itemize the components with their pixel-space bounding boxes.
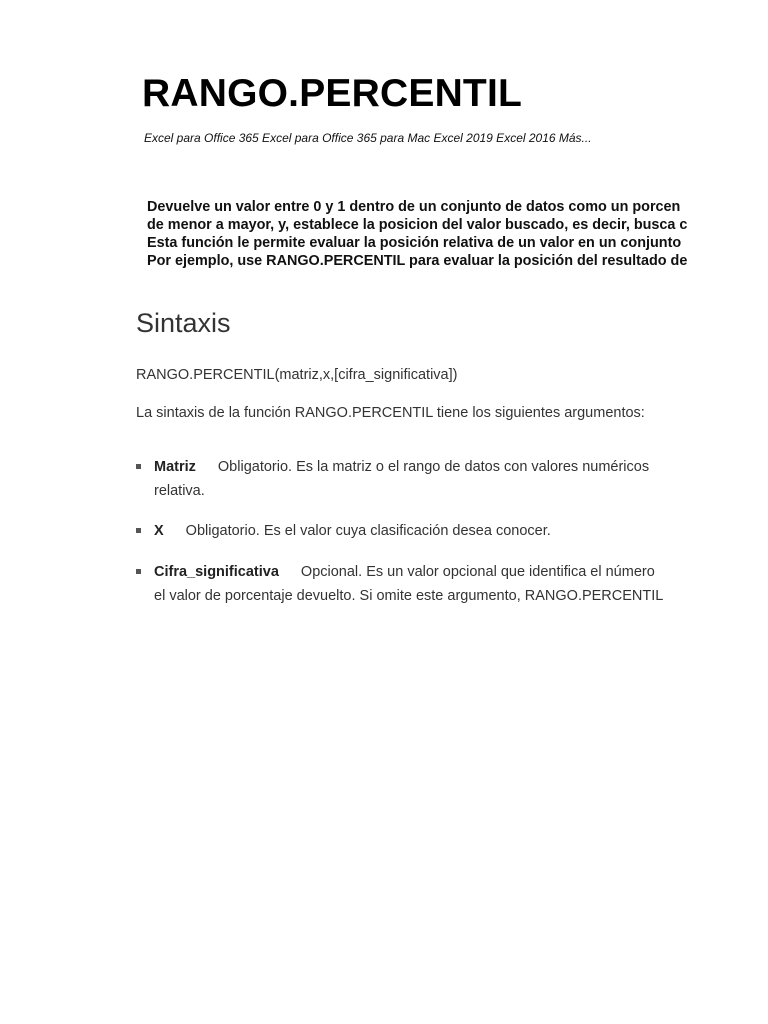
- argument-row-continuation: el valor de porcentaje devuelto. Si omite este argumento, RANGO.PERCENTIL: [154, 588, 664, 604]
- description-line: de menor a mayor, y, establece la posicion del valor buscado, es decir, busca c: [147, 217, 688, 233]
- argument-item-x: [136, 519, 698, 543]
- syntax-signature: RANGO.PERCENTIL(matriz,x,[cifra_significativa]): [136, 367, 458, 383]
- argument-name: Cifra_significativa: [154, 564, 279, 580]
- description-line: Devuelve un valor entre 0 y 1 dentro de un conjunto de datos como un porcen: [147, 199, 681, 215]
- argument-description: Obligatorio. Es el valor cuya clasificación desea conocer.: [185, 523, 551, 539]
- description-line: [147, 252, 703, 270]
- bullet-icon: [136, 464, 141, 469]
- description-line: Esta función le permite evaluar la posición relativa de un valor en un conjunto: [147, 235, 682, 251]
- argument-row: [136, 519, 698, 543]
- argument-item-cifra-significativa: [136, 560, 698, 608]
- page-title: RANGO.PERCENTIL: [142, 72, 523, 115]
- argument-row: [136, 455, 698, 479]
- function-name-emphasis: RANGO.PERCENTIL: [266, 253, 406, 269]
- argument-name: X: [154, 523, 164, 539]
- applies-to-text: Excel para Office 365 Excel para Office 365 para Mac Excel 2019 Excel 2016 Más...: [144, 131, 592, 145]
- argument-name: Matriz: [154, 459, 196, 475]
- description-text: Por ejemplo, use: [147, 253, 267, 269]
- bullet-icon: [136, 528, 141, 533]
- argument-description: Obligatorio. Es la matriz o el rango de datos con valores numéricos: [217, 459, 650, 475]
- arguments-intro: La sintaxis de la función RANGO.PERCENTIL tiene los siguientes argumentos:: [136, 405, 645, 421]
- bullet-icon: [136, 569, 141, 574]
- argument-item-matriz: [136, 455, 698, 503]
- function-description: [147, 198, 703, 270]
- argument-row-continuation: relativa.: [154, 483, 205, 499]
- argument-description: Opcional. Es un valor opcional que identifica el número: [300, 564, 655, 580]
- syntax-heading: Sintaxis: [136, 308, 231, 338]
- argument-row: [136, 560, 698, 584]
- description-text: para evaluar la posición del resultado de: [405, 253, 688, 269]
